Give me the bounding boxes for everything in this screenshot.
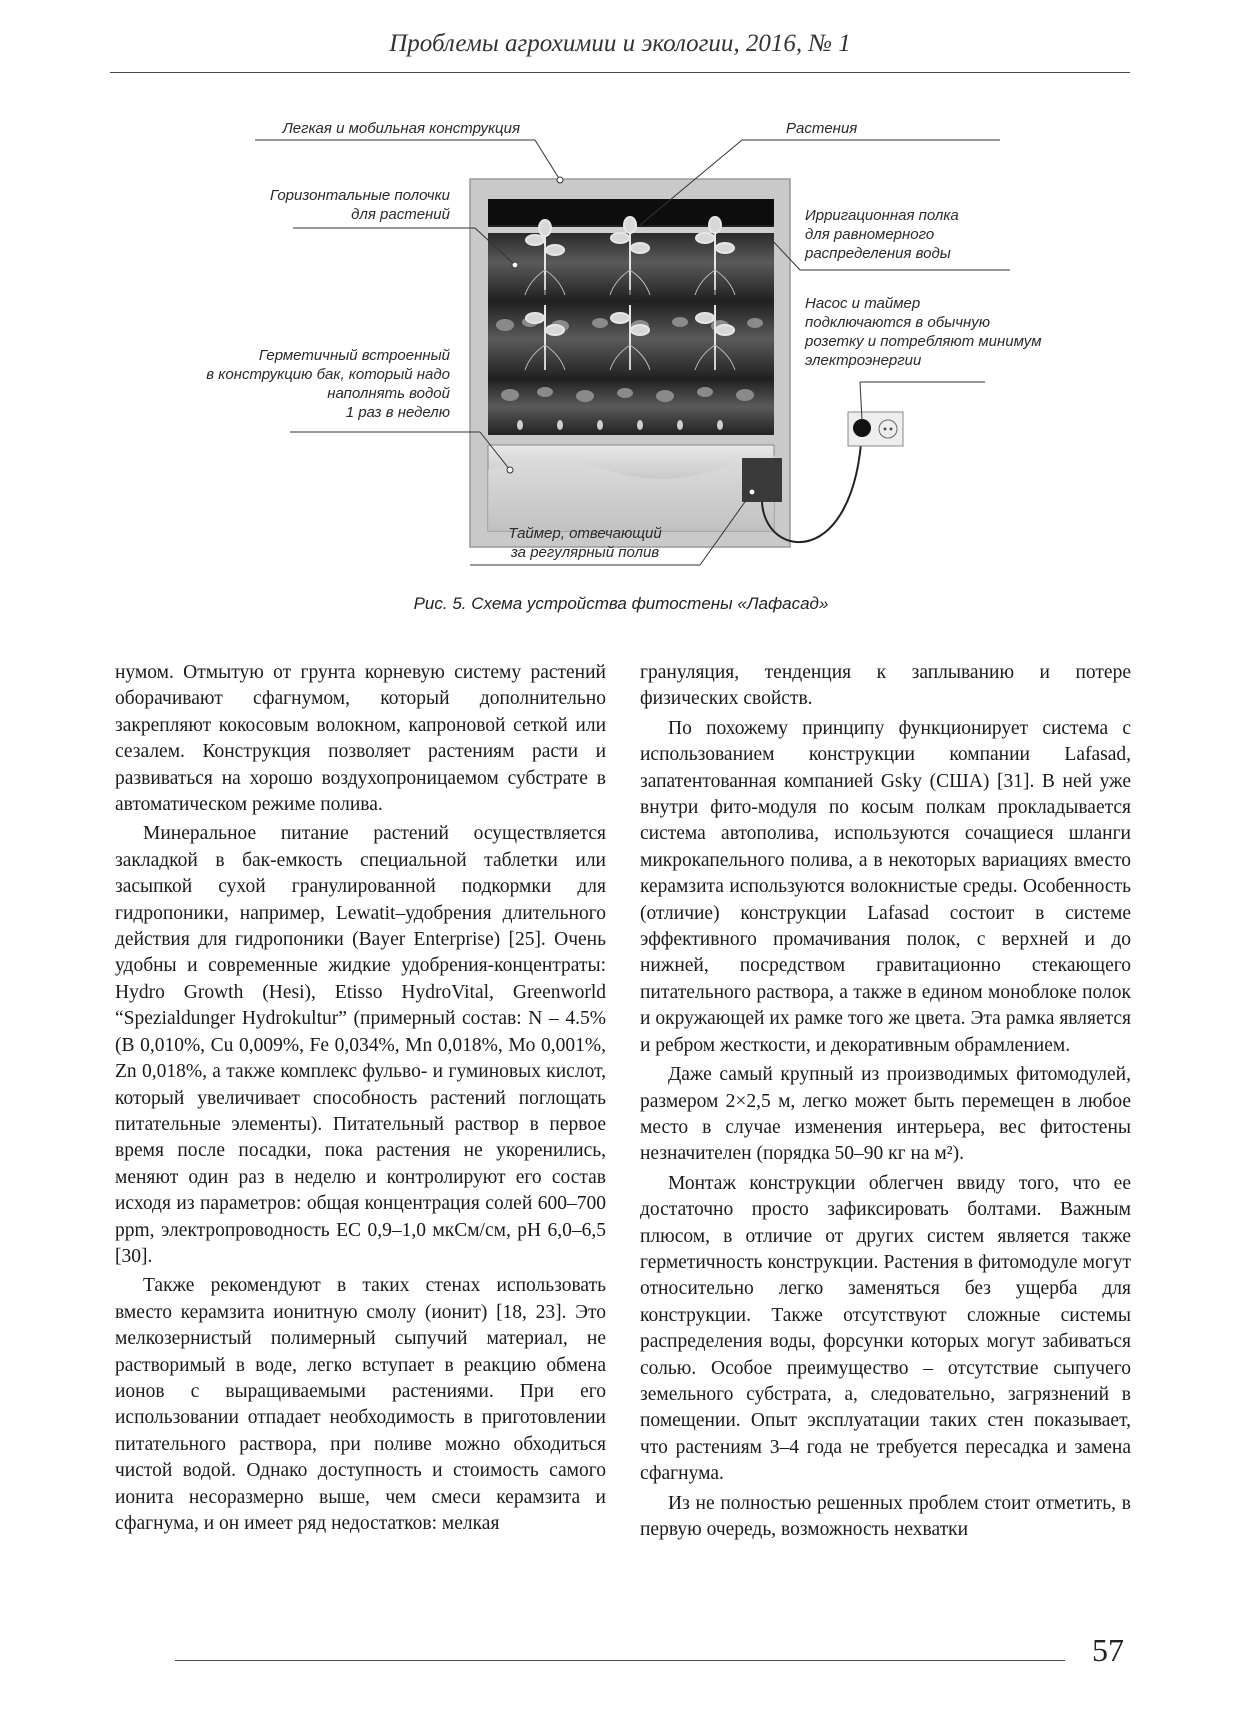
paragraph: Даже самый крупный из производимых фитомодулей, размером 2×2,5 м, легко может быть перемещен в любое место в случае изменения интерьера, вес фитостены незначителен (порядка 50–90 кг на м²). [640,1064,1131,1165]
paragraph: Из не полностью решенных проблем стоит отметить, в первую очередь, возможность нехватки [640,1492,1131,1540]
label-timer: Таймер, отвечающий за регулярный полив [508,525,662,561]
paragraph: Минеральное питание растений осуществляется закладкой в бак-емкость специальной таблетки или засыпкой сухой гранулированной подкормки для гидропоники, например, Lewatit–удобрения длительного действия для гидропоники (Bayer Enterprise) [25]. Очень удобны и современные жидкие удобрения-концентраты: Hydro Growth (Hesi), Etisso HydroVital, Greenworld “Spezialdunger Hydrokultur” (примерный состав: N – 4.5% (B 0,010%, Cu 0,009%, Fe 0,034%, Mn 0,018%, Mo 0,001%, Zn 0,018%, а также комплекс фульво- и гуминовых кислот, который увеличивает способность растений поглощать питательные элементы). Питательный раствор в первое время после посадки, пока растения не укоренились, меняют один раз в неделю и контролируют его состав исходя из параметров: общая концентрация солей 600–700 ppm, электропроводность EC 0,9–1,0 мкСм/см, pH 6,0–6,5 [30]. [115,823,606,1267]
paragraph: По похожему принципу функционирует система с использованием конструкции компании Lafasad, запатентованная компанией Gsky (США) [31]. В ней уже внутри фито-модуля по косым полкам прокладывается система автополива, используются сочащиеся шланги микрокапельного полива, а в некоторых вариациях вместо керамзита используются волокнистые среды. Особенность (отличие) конструкции Lafasad состоит в системе эффективного промачивания полок, с верхней и до нижней, посредством гравитационно стекающего питательного раствора, а также в едином моноблоке полок и окружающей их рамке того же цвета. Эта рамка является и ребром жесткости, и декоративным обрамлением. [640,717,1131,1056]
label-plants: Растения [786,120,858,137]
paragraph: Также рекомендуют в таких стенах использовать вместо керамзита ионитную смолу (ионит) [18, 23]. Это мелкозернистый полимерный сыпучий материал, не растворимый в воде, легко вступает в реакцию обмена ионов с выращиваемыми растениями. При его использовании отпадает необходимость в приготовлении питательного раствора, при поливе можно обходиться чистой водой. Однако доступность и стоимость самого ионита несоразмерно выше, чем смеси керамзита и сфагнума, и он имеет ряд недостатков: мелкая [115,1275,606,1534]
footer-rule [175,1660,1065,1661]
label-pump-timer: Насос и таймер подключаются в обычную розетку и потребляют минимум электроэнергии [805,295,1042,369]
label-irrigation-shelf: Ирригационная полка для равномерного распределения воды [805,207,959,262]
label-tank: Герметичный встроенный в конструкцию бак, который надо наполнять водой 1 раз в неделю [206,347,450,421]
figure-caption: Рис. 5. Схема устройства фитостены «Лафасад» [413,594,829,613]
page-number: 57 [1092,1632,1124,1668]
left-column [115,660,606,1540]
paragraph: грануляция, тенденция к заплыванию и потере физических свойств. [640,662,1131,710]
right-column [640,660,1131,1546]
paragraph: Монтаж конструкции облегчен ввиду того, что ее достаточно просто зафиксировать болтами. Важным плюсом, в отличие от других систем является также герметичность конструкции. Растения в фитомодуле могут относительно легко заменяться без ущерба для конструкции. Также отсутствуют сложные системы распределения воды, форсунки которых могут забиваться солью. Особое преимущество – отсутствие сыпучего земельного субстрата, а, следовательно, загрязнений в помещении. Опыт эксплуатации таких стен показывает, что растениям 3–4 года не требуется пересадка и замена сфагнума. [640,1172,1131,1485]
paragraph: нумом. Отмытую от грунта корневую систему растений оборачивают сфагнумом, который дополнительно закрепляют кокосовым волокном, капроновой сеткой или сезалем. Конструкция позволяет растениям расти и развиваться на хорошо воздухопроницаемом субстрате в автоматическом режиме полива. [115,662,606,816]
figure [0,0,1242,640]
timer-box [742,458,782,502]
journal-header: Проблемы агрохимии и экологии, 2016, № 1 [389,30,851,57]
label-light-construction: Легкая и мобильная конструкция [282,120,520,137]
label-shelves: Горизонтальные полочки для растений [270,187,450,223]
shelf-3 [488,378,774,435]
